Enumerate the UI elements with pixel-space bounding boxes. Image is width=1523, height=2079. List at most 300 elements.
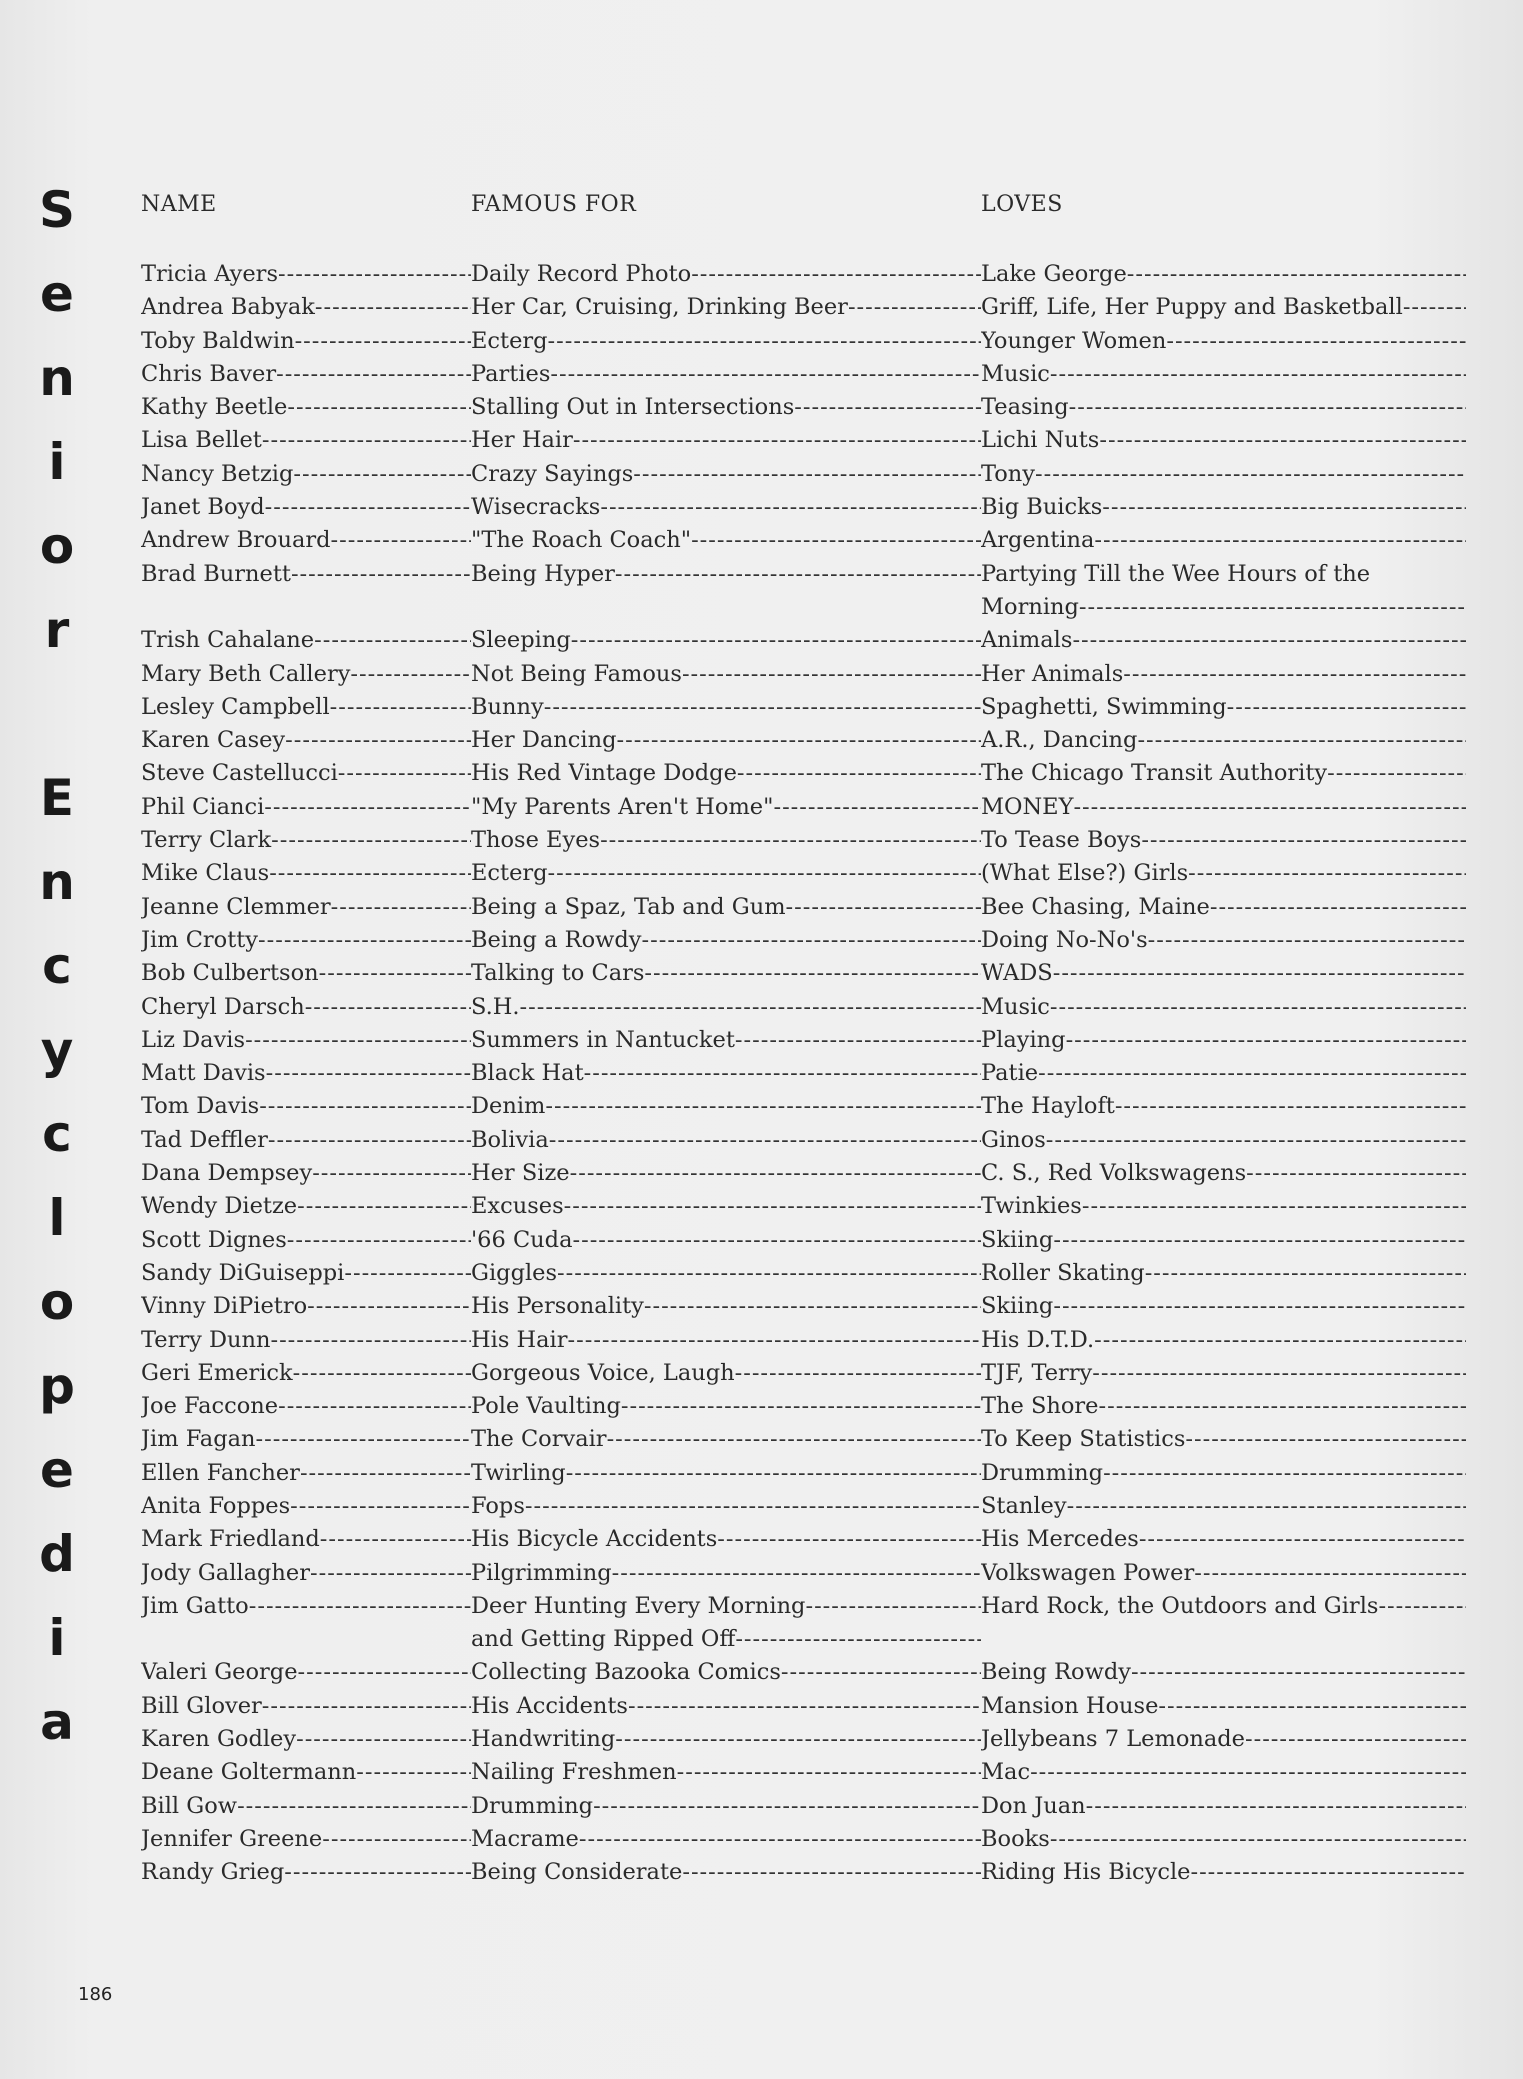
loves [981, 325, 1466, 358]
student-name-text: Matt Davis [141, 1060, 266, 1087]
loves-column [981, 1357, 1466, 1390]
student-name-text: Jim Crotty [141, 926, 259, 953]
student-name-text: Terry Clark [141, 827, 272, 854]
famous-for-text: His Red Vintage Dodge [471, 760, 737, 787]
dotted-leader [338, 757, 471, 790]
loves-column [981, 1057, 1466, 1090]
dotted-leader [1227, 691, 1466, 724]
loves-column [981, 1823, 1466, 1856]
famous-for-text: Fops [471, 1492, 525, 1519]
famous-for-text: Not Being Famous [471, 660, 682, 687]
loves-text: Teasing [981, 394, 1069, 421]
title-letter: o [39, 517, 75, 575]
loves-text: Mac [981, 1759, 1031, 1786]
senior-row [141, 1423, 1466, 1456]
student-name-text: Toby Baldwin [141, 327, 295, 354]
loves-text: Being Rowdy [981, 1659, 1131, 1686]
dotted-leader [1067, 1490, 1466, 1523]
famous-for-text: Handwriting [471, 1726, 616, 1753]
famous-for [471, 1290, 981, 1323]
loves [981, 1324, 1466, 1357]
loves-text: Twinkies [981, 1193, 1082, 1220]
dotted-leader [1046, 1124, 1466, 1157]
famous-for [471, 358, 981, 391]
loves [981, 458, 1466, 491]
name-column [141, 691, 471, 724]
loves-column [981, 1856, 1466, 1889]
dotted-leader [1079, 591, 1466, 624]
student-name-text: Jeanne Clemmer [141, 893, 331, 920]
loves-column [981, 258, 1466, 291]
name-column [141, 891, 471, 924]
famous-for [471, 1190, 981, 1223]
famous-for-text: Pilgrimming [471, 1559, 612, 1586]
name-column [141, 791, 471, 824]
dotted-leader [356, 1756, 471, 1789]
loves-text: Her Animals [981, 660, 1124, 687]
famous-for-column [471, 891, 981, 924]
famous-for-column [471, 624, 981, 657]
dotted-leader [237, 1790, 471, 1823]
student-name [141, 1057, 471, 1090]
student-name-text: Steve Castellucci [141, 760, 338, 787]
student-name-text: Karen Casey [141, 727, 286, 754]
loves-text: Skiing [981, 1293, 1054, 1320]
dotted-leader [278, 1390, 471, 1423]
dotted-leader [258, 924, 471, 957]
loves [981, 891, 1466, 924]
student-name [141, 791, 471, 824]
dotted-leader [256, 1423, 471, 1456]
loves-column [981, 1090, 1466, 1123]
loves-text: Volkswagen Power [981, 1559, 1195, 1586]
title-letter: S [38, 181, 75, 239]
loves-text: Tony [981, 460, 1036, 487]
name-column [141, 558, 471, 625]
famous-for [471, 1257, 981, 1290]
dotted-leader [1086, 1790, 1466, 1823]
senior-encyclopedia-vertical-title [22, 168, 92, 1764]
dotted-leader [331, 524, 471, 557]
loves-text: Books [981, 1825, 1050, 1852]
student-name [141, 1257, 471, 1290]
dotted-leader [314, 624, 471, 657]
dotted-leader [548, 325, 981, 358]
loves-text: Ginos [981, 1126, 1046, 1153]
name-column [141, 1357, 471, 1390]
famous-for [471, 1756, 981, 1789]
famous-for-column [471, 524, 981, 557]
student-name [141, 1357, 471, 1390]
name-column [141, 1057, 471, 1090]
dotted-leader [315, 291, 471, 324]
loves-column [981, 1457, 1466, 1490]
name-column [141, 724, 471, 757]
loves [981, 1656, 1466, 1689]
famous-for-text: Bolivia [471, 1126, 549, 1153]
famous-for [471, 724, 981, 757]
page-number: 186 [78, 1984, 113, 2005]
dotted-leader [285, 724, 471, 757]
dotted-leader [265, 491, 471, 524]
name-column [141, 491, 471, 524]
famous-for-column [471, 957, 981, 990]
dotted-leader [545, 1090, 981, 1123]
title-letter: l [48, 1189, 66, 1247]
famous-for-text: Pole Vaulting [471, 1393, 621, 1420]
dotted-leader [621, 1390, 981, 1423]
name-column [141, 957, 471, 990]
loves [981, 291, 1466, 324]
dotted-leader [1139, 1523, 1466, 1556]
loves-column [981, 724, 1466, 757]
famous-for-text: Excuses [471, 1193, 564, 1220]
loves [981, 424, 1466, 457]
dotted-leader [1103, 1457, 1466, 1490]
student-name [141, 491, 471, 524]
dotted-leader [566, 1457, 981, 1490]
loves-column [981, 291, 1466, 324]
loves [981, 957, 1466, 990]
dotted-leader [1099, 1390, 1467, 1423]
student-name-text: Randy Grieg [141, 1859, 285, 1886]
dotted-leader [550, 358, 981, 391]
dotted-leader [1102, 491, 1466, 524]
loves-text: TJF, Terry [981, 1359, 1093, 1386]
famous-for [471, 558, 981, 591]
name-column [141, 1690, 471, 1723]
senior-row [141, 891, 1466, 924]
famous-for [471, 1590, 981, 1623]
dotted-leader [1072, 624, 1466, 657]
name-column [141, 1224, 471, 1257]
student-name [141, 1756, 471, 1789]
dotted-leader [691, 258, 981, 291]
famous-for [471, 1057, 981, 1090]
student-name [141, 891, 471, 924]
loves-column [981, 1324, 1466, 1357]
senior-row [141, 1457, 1466, 1490]
dotted-leader [245, 1024, 471, 1057]
title-letter: e [40, 265, 74, 323]
loves [981, 391, 1466, 424]
dotted-leader [266, 1057, 471, 1090]
loves-column [981, 1723, 1466, 1756]
name-column [141, 291, 471, 324]
dotted-leader [1038, 1057, 1466, 1090]
student-name-text: Liz Davis [141, 1026, 246, 1053]
loves [981, 1423, 1466, 1456]
famous-for [471, 691, 981, 724]
name-column [141, 1124, 471, 1157]
name-column [141, 824, 471, 857]
senior-row [141, 1157, 1466, 1190]
dotted-leader [312, 1157, 471, 1190]
student-name [141, 1224, 471, 1257]
student-name [141, 757, 471, 790]
student-name [141, 1856, 471, 1889]
famous-for [471, 1324, 981, 1357]
famous-for-text: His Bicycle Accidents [471, 1526, 718, 1553]
loves [981, 1290, 1466, 1323]
famous-for-column [471, 1723, 981, 1756]
famous-for [471, 991, 981, 1024]
student-name [141, 1690, 471, 1723]
dotted-leader [1050, 1823, 1466, 1856]
loves-column [981, 1790, 1466, 1823]
loves [981, 1557, 1466, 1590]
name-column [141, 1490, 471, 1523]
famous-for-column [471, 1224, 981, 1257]
dotted-leader [1145, 1257, 1466, 1290]
famous-for-column [471, 491, 981, 524]
famous-for-column [471, 325, 981, 358]
dotted-leader [1403, 291, 1466, 324]
senior-row [141, 1090, 1466, 1123]
loves-text: Doing No-No's [981, 926, 1148, 953]
loves-text: Stanley [981, 1492, 1067, 1519]
dotted-leader [1069, 391, 1466, 424]
student-name-text: Nancy Betzig [141, 460, 294, 487]
famous-for-text: The Corvair [471, 1426, 607, 1453]
loves-column [981, 757, 1466, 790]
title-letter: r [44, 601, 70, 659]
loves [981, 1357, 1466, 1390]
famous-for-column [471, 1856, 981, 1889]
famous-for-column [471, 1790, 981, 1823]
famous-for-column [471, 358, 981, 391]
senior-row [141, 1024, 1466, 1057]
name-column [141, 1823, 471, 1856]
loves [981, 1157, 1466, 1190]
dotted-leader [1185, 1423, 1466, 1456]
dotted-leader [691, 524, 981, 557]
student-name [141, 1290, 471, 1323]
dotted-leader [1094, 1324, 1466, 1357]
loves-text: Jellybeans 7 Lemonade [981, 1726, 1245, 1753]
senior-row [141, 558, 1466, 625]
famous-for-text: Nailing Freshmen [471, 1759, 677, 1786]
senior-row [141, 757, 1466, 790]
famous-for-column [471, 791, 981, 824]
dotted-leader [1148, 924, 1466, 957]
loves [981, 491, 1466, 524]
dotted-leader [1166, 325, 1466, 358]
student-name-text: Scott Dignes [141, 1226, 287, 1253]
dotted-leader [310, 1557, 471, 1590]
loves [981, 1523, 1466, 1556]
loves-text: Partying Till the Wee Hours of the [981, 560, 1371, 587]
loves-text: Riding His Bicycle [981, 1859, 1191, 1886]
famous-for [471, 524, 981, 557]
loves-column [981, 1024, 1466, 1057]
famous-for-text: Crazy Sayings [471, 460, 634, 487]
loves-column [981, 391, 1466, 424]
famous-for [471, 291, 981, 324]
dotted-leader [296, 1723, 471, 1756]
dotted-leader [717, 1523, 981, 1556]
dotted-leader [642, 924, 981, 957]
student-name-text: Ellen Fancher [141, 1459, 300, 1486]
senior-row [141, 1257, 1466, 1290]
title-letter: y [40, 1021, 74, 1079]
dotted-leader [344, 1257, 471, 1290]
loves-column [981, 1390, 1466, 1423]
loves [981, 1024, 1466, 1057]
name-column [141, 857, 471, 890]
dotted-leader [544, 691, 981, 724]
loves-column [981, 791, 1466, 824]
famous-for [471, 891, 981, 924]
student-name-text: Phil Cianci [141, 793, 265, 820]
senior-row [141, 1523, 1466, 1556]
student-name [141, 358, 471, 391]
famous-for-column [471, 924, 981, 957]
student-name [141, 1723, 471, 1756]
student-name [141, 258, 471, 291]
loves-column [981, 1190, 1466, 1223]
dotted-leader [612, 1557, 981, 1590]
famous-for-column [471, 391, 981, 424]
dotted-leader [520, 991, 981, 1024]
famous-for-column [471, 291, 981, 324]
loves-text: MONEY [981, 793, 1074, 820]
loves-column [981, 957, 1466, 990]
famous-for-column [471, 1024, 981, 1057]
loves-text: Argentina [981, 527, 1095, 554]
famous-for [471, 1157, 981, 1190]
student-name [141, 558, 471, 591]
famous-for-column [471, 1557, 981, 1590]
dotted-leader [1053, 1290, 1466, 1323]
dotted-leader [600, 491, 981, 524]
loves-text: Playing [981, 1026, 1066, 1053]
famous-for [471, 1390, 981, 1423]
famous-for [471, 924, 981, 957]
loves-text: Spaghetti, Swimming [981, 693, 1227, 720]
student-name [141, 1124, 471, 1157]
dotted-leader [298, 1656, 471, 1689]
famous-for-column [471, 1124, 981, 1157]
student-name-text: Jody Gallagher [141, 1559, 310, 1586]
loves [981, 757, 1466, 790]
student-name-text: Janet Boyd [141, 494, 265, 521]
loves [981, 857, 1466, 890]
loves-column [981, 524, 1466, 557]
loves-column [981, 624, 1466, 657]
famous-for [471, 1623, 981, 1656]
student-name-text: Lisa Bellet [141, 427, 262, 454]
loves [981, 1756, 1466, 1789]
dotted-leader [805, 1590, 981, 1623]
dotted-leader [1378, 1590, 1466, 1623]
loves-column [981, 558, 1466, 625]
dotted-leader [291, 558, 471, 591]
name-column [141, 1423, 471, 1456]
name-column [141, 1557, 471, 1590]
famous-for [471, 1224, 981, 1257]
student-name-text: Mark Friedland [141, 1526, 320, 1553]
senior-row [141, 857, 1466, 890]
dotted-leader [268, 1124, 471, 1157]
loves-column [981, 1690, 1466, 1723]
name-column [141, 258, 471, 291]
student-name-text: Bob Culbertson [141, 960, 319, 987]
loves-column [981, 1656, 1466, 1689]
famous-for-column [471, 1157, 981, 1190]
famous-for-text: Gorgeous Voice, Laugh [471, 1359, 735, 1386]
loves-text: The Hayloft [981, 1093, 1115, 1120]
column-headers [141, 192, 1466, 228]
loves-column [981, 991, 1466, 1024]
loves-text: Lichi Nuts [981, 427, 1100, 454]
loves [981, 1457, 1466, 1490]
famous-for [471, 957, 981, 990]
loves-text: Animals [981, 627, 1073, 654]
loves-column [981, 1523, 1466, 1556]
loves-text: The Chicago Transit Authority [981, 760, 1328, 787]
student-name [141, 1090, 471, 1123]
title-letter: i [48, 433, 66, 491]
famous-for-column [471, 1457, 981, 1490]
loves-column [981, 857, 1466, 890]
loves-column [981, 491, 1466, 524]
senior-row [141, 1290, 1466, 1323]
loves-column [981, 1490, 1466, 1523]
name-column [141, 1457, 471, 1490]
senior-row [141, 325, 1466, 358]
student-name [141, 1656, 471, 1689]
student-name-text: Anita Foppes [141, 1492, 291, 1519]
name-column [141, 1756, 471, 1789]
dotted-leader [1073, 791, 1466, 824]
loves-text: Music [981, 360, 1050, 387]
dotted-leader [1158, 1690, 1466, 1723]
student-name [141, 1324, 471, 1357]
loves-text: (What Else?) Girls [981, 860, 1189, 887]
loves-text: Skiing [981, 1226, 1054, 1253]
famous-for [471, 857, 981, 890]
famous-for-text: Bunny [471, 693, 544, 720]
dotted-leader [307, 1290, 471, 1323]
title-letter: n [39, 349, 75, 407]
student-name [141, 1390, 471, 1423]
name-column [141, 325, 471, 358]
famous-for-text: Twirling [471, 1459, 566, 1486]
senior-row [141, 1190, 1466, 1223]
dotted-leader [644, 957, 981, 990]
dotted-leader [287, 1224, 471, 1257]
loves-text: Bee Chasing, Maine [981, 893, 1210, 920]
loves [981, 1390, 1466, 1423]
student-name [141, 458, 471, 491]
dotted-leader [331, 891, 471, 924]
senior-row [141, 1357, 1466, 1390]
loves-column [981, 924, 1466, 957]
loves-column [981, 325, 1466, 358]
famous-for-column [471, 724, 981, 757]
famous-for-text: His Hair [471, 1326, 568, 1353]
senior-list [141, 258, 1466, 1890]
famous-for-column [471, 458, 981, 491]
student-name [141, 924, 471, 957]
dotted-leader [269, 857, 471, 890]
loves [981, 1723, 1466, 1756]
famous-for [471, 1124, 981, 1157]
dotted-leader [259, 1090, 471, 1123]
famous-for-text: Being a Spaz, Tab and Gum [471, 893, 786, 920]
title-letter: d [39, 1525, 75, 1583]
